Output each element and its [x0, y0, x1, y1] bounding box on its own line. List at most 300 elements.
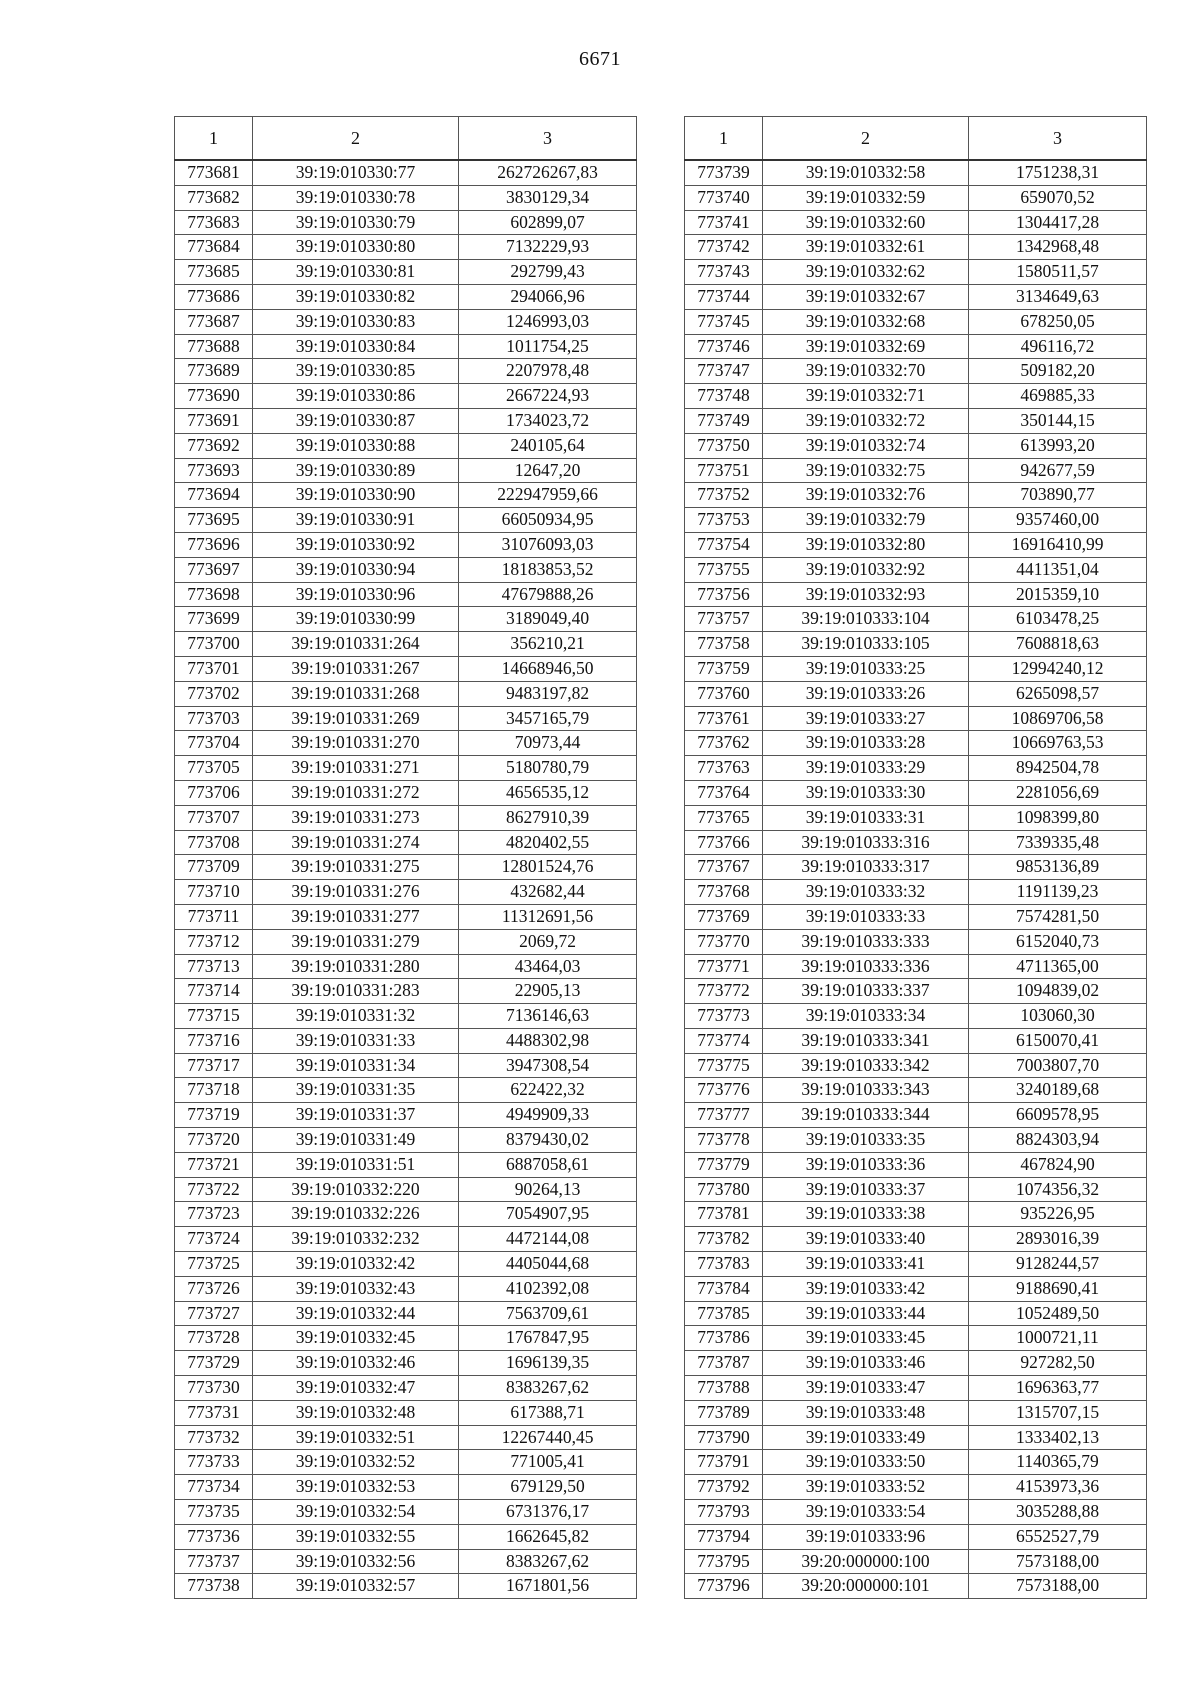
cell-cadastral-number: 39:19:010330:79	[253, 210, 459, 235]
table-row	[175, 1376, 637, 1401]
column-header-2: 2	[763, 117, 969, 161]
cell-cadastral-number: 39:19:010332:60	[763, 210, 969, 235]
cell-cadastral-number: 39:19:010332:44	[253, 1301, 459, 1326]
cell-cadastral-number: 39:19:010333:96	[763, 1524, 969, 1549]
table-row	[175, 904, 637, 929]
cell-value: 292799,43	[459, 260, 637, 285]
cell-cadastral-number: 39:19:010333:342	[763, 1053, 969, 1078]
cell-value: 2893016,39	[969, 1227, 1147, 1252]
table-row	[175, 1053, 637, 1078]
table-row	[175, 235, 637, 260]
cell-value: 1696139,35	[459, 1351, 637, 1376]
cell-number: 773726	[175, 1276, 253, 1301]
cell-number: 773742	[685, 235, 763, 260]
cell-cadastral-number: 39:19:010330:81	[253, 260, 459, 285]
cell-cadastral-number: 39:19:010332:74	[763, 433, 969, 458]
cell-cadastral-number: 39:19:010333:44	[763, 1301, 969, 1326]
cell-number: 773728	[175, 1326, 253, 1351]
cell-value: 1662645,82	[459, 1524, 637, 1549]
table-row	[175, 582, 637, 607]
cell-value: 1304417,28	[969, 210, 1147, 235]
cell-cadastral-number: 39:19:010332:93	[763, 582, 969, 607]
cell-value: 3189049,40	[459, 607, 637, 632]
table-row	[175, 880, 637, 905]
cell-number: 773785	[685, 1301, 763, 1326]
cell-cadastral-number: 39:19:010332:58	[763, 160, 969, 185]
cell-number: 773767	[685, 855, 763, 880]
cell-value: 4711365,00	[969, 954, 1147, 979]
table-row	[685, 384, 1147, 409]
cell-cadastral-number: 39:19:010332:56	[253, 1549, 459, 1574]
cell-number: 773764	[685, 780, 763, 805]
table-row	[175, 1450, 637, 1475]
table-row	[175, 954, 637, 979]
cell-cadastral-number: 39:19:010333:42	[763, 1276, 969, 1301]
table-row	[175, 260, 637, 285]
cell-value: 771005,41	[459, 1450, 637, 1475]
table-row	[685, 1177, 1147, 1202]
cell-number: 773696	[175, 532, 253, 557]
cell-cadastral-number: 39:19:010330:90	[253, 483, 459, 508]
cell-value: 703890,77	[969, 483, 1147, 508]
table-row	[175, 830, 637, 855]
table-row	[685, 284, 1147, 309]
table-row	[685, 1053, 1147, 1078]
cell-cadastral-number: 39:19:010330:99	[253, 607, 459, 632]
cell-number: 773790	[685, 1425, 763, 1450]
cell-value: 617388,71	[459, 1400, 637, 1425]
table-row	[175, 1227, 637, 1252]
cell-number: 773716	[175, 1028, 253, 1053]
table-row	[685, 458, 1147, 483]
cell-number: 773703	[175, 706, 253, 731]
table-row	[175, 1351, 637, 1376]
cell-cadastral-number: 39:19:010330:82	[253, 284, 459, 309]
cell-value: 659070,52	[969, 185, 1147, 210]
table-row	[685, 210, 1147, 235]
cell-cadastral-number: 39:19:010333:45	[763, 1326, 969, 1351]
cell-value: 12994240,12	[969, 656, 1147, 681]
cell-cadastral-number: 39:19:010331:276	[253, 880, 459, 905]
cell-cadastral-number: 39:19:010332:57	[253, 1574, 459, 1599]
cell-cadastral-number: 39:19:010333:33	[763, 904, 969, 929]
cell-number: 773741	[685, 210, 763, 235]
cell-number: 773783	[685, 1252, 763, 1277]
cell-number: 773760	[685, 681, 763, 706]
cell-value: 7132229,93	[459, 235, 637, 260]
table-row	[685, 1301, 1147, 1326]
cell-number: 773786	[685, 1326, 763, 1351]
cell-value: 1000721,11	[969, 1326, 1147, 1351]
cell-cadastral-number: 39:19:010333:52	[763, 1475, 969, 1500]
cell-number: 773712	[175, 929, 253, 954]
table-row	[175, 607, 637, 632]
cell-value: 262726267,83	[459, 160, 637, 185]
cell-value: 927282,50	[969, 1351, 1147, 1376]
cell-value: 7339335,48	[969, 830, 1147, 855]
table-row	[685, 1524, 1147, 1549]
table-row	[175, 681, 637, 706]
cell-number: 773733	[175, 1450, 253, 1475]
cell-number: 773768	[685, 880, 763, 905]
cell-cadastral-number: 39:19:010331:49	[253, 1128, 459, 1153]
cell-cadastral-number: 39:19:010333:47	[763, 1376, 969, 1401]
table-row	[175, 979, 637, 1004]
cell-value: 1094839,02	[969, 979, 1147, 1004]
cell-cadastral-number: 39:19:010333:48	[763, 1400, 969, 1425]
cell-value: 43464,03	[459, 954, 637, 979]
cell-value: 5180780,79	[459, 756, 637, 781]
cell-number: 773744	[685, 284, 763, 309]
cell-number: 773762	[685, 731, 763, 756]
cell-value: 350144,15	[969, 408, 1147, 433]
table-row	[175, 185, 637, 210]
table-row	[175, 1252, 637, 1277]
cell-number: 773711	[175, 904, 253, 929]
table-row	[685, 632, 1147, 657]
table-row	[685, 805, 1147, 830]
cell-value: 6609578,95	[969, 1103, 1147, 1128]
cell-value: 6731376,17	[459, 1500, 637, 1525]
cell-value: 66050934,95	[459, 508, 637, 533]
cell-value: 7573188,00	[969, 1574, 1147, 1599]
cell-cadastral-number: 39:19:010332:54	[253, 1500, 459, 1525]
cell-cadastral-number: 39:19:010332:51	[253, 1425, 459, 1450]
cell-cadastral-number: 39:19:010330:80	[253, 235, 459, 260]
cell-number: 773697	[175, 557, 253, 582]
table-row	[685, 260, 1147, 285]
cell-cadastral-number: 39:19:010330:88	[253, 433, 459, 458]
table-row	[685, 830, 1147, 855]
cell-cadastral-number: 39:19:010330:96	[253, 582, 459, 607]
table-row	[685, 656, 1147, 681]
table-row	[175, 433, 637, 458]
cell-number: 773707	[175, 805, 253, 830]
table-row	[685, 433, 1147, 458]
cell-value: 4102392,08	[459, 1276, 637, 1301]
cell-value: 935226,95	[969, 1202, 1147, 1227]
table-row	[685, 359, 1147, 384]
table-row	[685, 855, 1147, 880]
cell-value: 7574281,50	[969, 904, 1147, 929]
table-row	[685, 1103, 1147, 1128]
table-row	[685, 1227, 1147, 1252]
cell-number: 773690	[175, 384, 253, 409]
cell-value: 1751238,31	[969, 160, 1147, 185]
cell-number: 773718	[175, 1078, 253, 1103]
cell-number: 773694	[175, 483, 253, 508]
cell-value: 1315707,15	[969, 1400, 1147, 1425]
cell-number: 773752	[685, 483, 763, 508]
cell-number: 773729	[175, 1351, 253, 1376]
cell-cadastral-number: 39:19:010331:33	[253, 1028, 459, 1053]
page-number: 6671	[579, 48, 621, 70]
cell-number: 773693	[175, 458, 253, 483]
cell-value: 9128244,57	[969, 1252, 1147, 1277]
table-row	[175, 1078, 637, 1103]
cell-cadastral-number: 39:19:010333:49	[763, 1425, 969, 1450]
cell-value: 1052489,50	[969, 1301, 1147, 1326]
cell-value: 4949909,33	[459, 1103, 637, 1128]
table-row	[175, 532, 637, 557]
cell-value: 3457165,79	[459, 706, 637, 731]
cell-cadastral-number: 39:19:010332:76	[763, 483, 969, 508]
table-row	[685, 160, 1147, 185]
cell-number: 773748	[685, 384, 763, 409]
cell-cadastral-number: 39:19:010332:42	[253, 1252, 459, 1277]
table-row	[175, 557, 637, 582]
cell-cadastral-number: 39:19:010332:80	[763, 532, 969, 557]
cell-number: 773709	[175, 855, 253, 880]
table-row	[175, 359, 637, 384]
table-row	[175, 458, 637, 483]
table-row	[685, 1326, 1147, 1351]
cell-value: 1671801,56	[459, 1574, 637, 1599]
cell-number: 773736	[175, 1524, 253, 1549]
cell-value: 7608818,63	[969, 632, 1147, 657]
cell-cadastral-number: 39:19:010331:264	[253, 632, 459, 657]
cell-cadastral-number: 39:19:010332:47	[253, 1376, 459, 1401]
table-row	[685, 780, 1147, 805]
table-row	[685, 756, 1147, 781]
cell-number: 773682	[175, 185, 253, 210]
cell-number: 773701	[175, 656, 253, 681]
cell-value: 1580511,57	[969, 260, 1147, 285]
cell-number: 773758	[685, 632, 763, 657]
table-row	[175, 1475, 637, 1500]
cell-number: 773720	[175, 1128, 253, 1153]
cell-cadastral-number: 39:19:010331:275	[253, 855, 459, 880]
cell-number: 773773	[685, 1004, 763, 1029]
cell-value: 1011754,25	[459, 334, 637, 359]
cell-number: 773776	[685, 1078, 763, 1103]
table-row	[175, 632, 637, 657]
cell-value: 467824,90	[969, 1152, 1147, 1177]
cell-cadastral-number: 39:19:010332:52	[253, 1450, 459, 1475]
cell-number: 773745	[685, 309, 763, 334]
table-row	[685, 1475, 1147, 1500]
cell-number: 773688	[175, 334, 253, 359]
cell-value: 1191139,23	[969, 880, 1147, 905]
cell-number: 773756	[685, 582, 763, 607]
table-row	[175, 656, 637, 681]
table-header-row	[685, 117, 1147, 161]
cell-cadastral-number: 39:19:010333:28	[763, 731, 969, 756]
table-row	[175, 408, 637, 433]
table-row	[175, 210, 637, 235]
cell-cadastral-number: 39:19:010331:34	[253, 1053, 459, 1078]
cell-cadastral-number: 39:19:010331:35	[253, 1078, 459, 1103]
cell-cadastral-number: 39:19:010333:40	[763, 1227, 969, 1252]
table-row	[175, 1500, 637, 1525]
cell-value: 47679888,26	[459, 582, 637, 607]
cell-cadastral-number: 39:19:010330:78	[253, 185, 459, 210]
cell-number: 773695	[175, 508, 253, 533]
cell-cadastral-number: 39:19:010332:79	[763, 508, 969, 533]
cell-number: 773740	[685, 185, 763, 210]
cell-value: 6265098,57	[969, 681, 1147, 706]
table-row	[175, 1549, 637, 1574]
cell-number: 773738	[175, 1574, 253, 1599]
cell-cadastral-number: 39:19:010331:37	[253, 1103, 459, 1128]
table-row	[685, 706, 1147, 731]
cell-number: 773743	[685, 260, 763, 285]
table-row	[175, 1202, 637, 1227]
table-row	[175, 756, 637, 781]
cell-number: 773757	[685, 607, 763, 632]
cell-cadastral-number: 39:19:010332:70	[763, 359, 969, 384]
cell-cadastral-number: 39:19:010333:337	[763, 979, 969, 1004]
cell-value: 2015359,10	[969, 582, 1147, 607]
cell-value: 6552527,79	[969, 1524, 1147, 1549]
table-header-row	[175, 117, 637, 161]
left-table-body	[175, 160, 637, 1599]
table-row	[685, 1574, 1147, 1599]
cell-value: 7136146,63	[459, 1004, 637, 1029]
cell-cadastral-number: 39:19:010333:317	[763, 855, 969, 880]
cell-value: 1074356,32	[969, 1177, 1147, 1202]
cell-number: 773725	[175, 1252, 253, 1277]
cell-number: 773747	[685, 359, 763, 384]
cell-cadastral-number: 39:19:010332:68	[763, 309, 969, 334]
cell-value: 12267440,45	[459, 1425, 637, 1450]
cell-cadastral-number: 39:19:010333:29	[763, 756, 969, 781]
table-row	[685, 309, 1147, 334]
cell-number: 773771	[685, 954, 763, 979]
cell-cadastral-number: 39:19:010331:270	[253, 731, 459, 756]
cell-number: 773737	[175, 1549, 253, 1574]
cell-value: 8383267,62	[459, 1549, 637, 1574]
cell-cadastral-number: 39:19:010333:46	[763, 1351, 969, 1376]
cell-cadastral-number: 39:19:010333:104	[763, 607, 969, 632]
cell-value: 294066,96	[459, 284, 637, 309]
cell-cadastral-number: 39:19:010333:50	[763, 1450, 969, 1475]
cell-value: 432682,44	[459, 880, 637, 905]
cell-number: 773763	[685, 756, 763, 781]
cell-value: 7003807,70	[969, 1053, 1147, 1078]
cell-value: 469885,33	[969, 384, 1147, 409]
cell-value: 1246993,03	[459, 309, 637, 334]
cell-value: 679129,50	[459, 1475, 637, 1500]
cell-value: 1098399,80	[969, 805, 1147, 830]
cell-cadastral-number: 39:19:010330:77	[253, 160, 459, 185]
table-row	[175, 1004, 637, 1029]
cell-cadastral-number: 39:19:010333:31	[763, 805, 969, 830]
cell-number: 773750	[685, 433, 763, 458]
cell-value: 9188690,41	[969, 1276, 1147, 1301]
cell-cadastral-number: 39:19:010332:43	[253, 1276, 459, 1301]
cell-cadastral-number: 39:19:010330:89	[253, 458, 459, 483]
cell-number: 773770	[685, 929, 763, 954]
cell-value: 3830129,34	[459, 185, 637, 210]
cell-cadastral-number: 39:19:010330:87	[253, 408, 459, 433]
cell-number: 773759	[685, 656, 763, 681]
cell-number: 773732	[175, 1425, 253, 1450]
table-row	[685, 1400, 1147, 1425]
cell-number: 773706	[175, 780, 253, 805]
table-row	[175, 334, 637, 359]
cell-number: 773766	[685, 830, 763, 855]
table-row	[685, 1252, 1147, 1277]
table-row	[685, 1500, 1147, 1525]
cell-value: 8942504,78	[969, 756, 1147, 781]
cell-number: 773692	[175, 433, 253, 458]
cell-cadastral-number: 39:19:010333:30	[763, 780, 969, 805]
cell-cadastral-number: 39:19:010331:269	[253, 706, 459, 731]
cell-value: 3035288,88	[969, 1500, 1147, 1525]
cell-cadastral-number: 39:19:010331:277	[253, 904, 459, 929]
cell-cadastral-number: 39:19:010332:45	[253, 1326, 459, 1351]
cell-number: 773700	[175, 632, 253, 657]
table-row	[685, 334, 1147, 359]
table-row	[175, 1326, 637, 1351]
cell-value: 9483197,82	[459, 681, 637, 706]
cell-value: 1767847,95	[459, 1326, 637, 1351]
cell-cadastral-number: 39:19:010332:53	[253, 1475, 459, 1500]
cell-value: 4153973,36	[969, 1475, 1147, 1500]
column-header-2: 2	[253, 117, 459, 161]
cell-number: 773795	[685, 1549, 763, 1574]
left-table	[174, 116, 637, 1599]
cell-cadastral-number: 39:19:010331:280	[253, 954, 459, 979]
cell-cadastral-number: 39:19:010333:344	[763, 1103, 969, 1128]
table-row	[685, 1202, 1147, 1227]
cell-number: 773751	[685, 458, 763, 483]
table-row	[685, 979, 1147, 1004]
cell-cadastral-number: 39:19:010332:59	[763, 185, 969, 210]
cell-value: 90264,13	[459, 1177, 637, 1202]
cell-cadastral-number: 39:19:010333:25	[763, 656, 969, 681]
cell-number: 773781	[685, 1202, 763, 1227]
cell-cadastral-number: 39:19:010330:91	[253, 508, 459, 533]
cell-number: 773687	[175, 309, 253, 334]
cell-cadastral-number: 39:19:010332:72	[763, 408, 969, 433]
cell-number: 773761	[685, 706, 763, 731]
cell-value: 602899,07	[459, 210, 637, 235]
cell-number: 773789	[685, 1400, 763, 1425]
cell-value: 8627910,39	[459, 805, 637, 830]
table-row	[175, 1276, 637, 1301]
cell-cadastral-number: 39:19:010333:38	[763, 1202, 969, 1227]
table-row	[685, 904, 1147, 929]
table-row	[685, 1450, 1147, 1475]
cell-value: 6103478,25	[969, 607, 1147, 632]
cell-value: 3947308,54	[459, 1053, 637, 1078]
cell-value: 22905,13	[459, 979, 637, 1004]
cell-cadastral-number: 39:19:010333:36	[763, 1152, 969, 1177]
column-header-1: 1	[175, 117, 253, 161]
cell-cadastral-number: 39:19:010332:48	[253, 1400, 459, 1425]
cell-value: 6150070,41	[969, 1028, 1147, 1053]
table-row	[175, 805, 637, 830]
table-row	[685, 1004, 1147, 1029]
cell-cadastral-number: 39:19:010333:333	[763, 929, 969, 954]
table-row	[685, 1351, 1147, 1376]
table-row	[685, 1152, 1147, 1177]
cell-value: 3134649,63	[969, 284, 1147, 309]
cell-value: 6152040,73	[969, 929, 1147, 954]
cell-value: 1696363,77	[969, 1376, 1147, 1401]
cell-value: 18183853,52	[459, 557, 637, 582]
cell-cadastral-number: 39:20:000000:101	[763, 1574, 969, 1599]
cell-number: 773739	[685, 160, 763, 185]
table-row	[175, 780, 637, 805]
cell-cadastral-number: 39:19:010333:343	[763, 1078, 969, 1103]
cell-value: 10669763,53	[969, 731, 1147, 756]
cell-cadastral-number: 39:19:010330:85	[253, 359, 459, 384]
cell-value: 1342968,48	[969, 235, 1147, 260]
cell-cadastral-number: 39:19:010332:62	[763, 260, 969, 285]
